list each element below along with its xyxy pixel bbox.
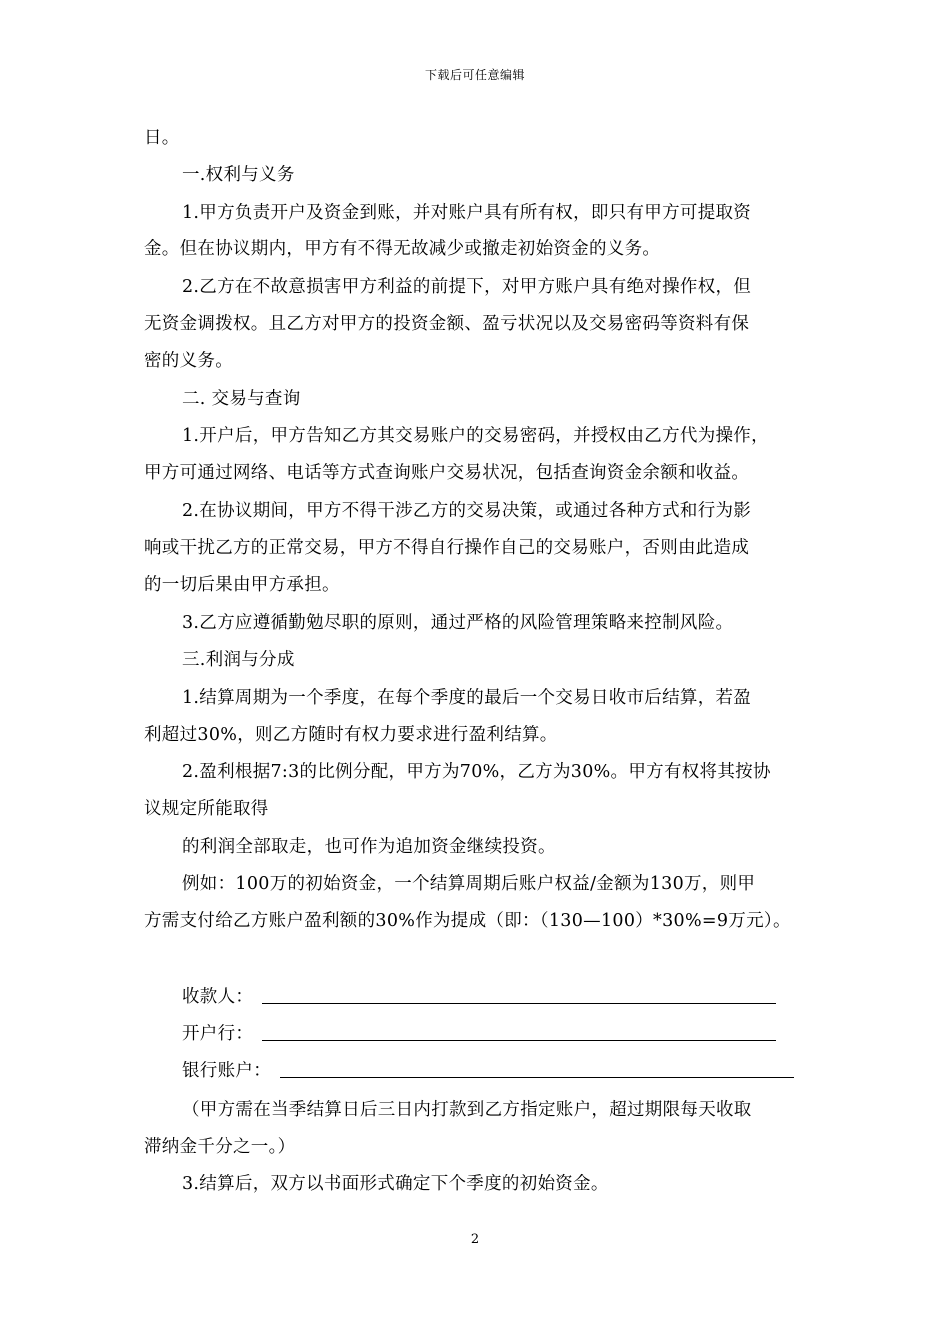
text-line: 金。但在协议期内，甲方有不得无故减少或撤走初始资金的义务。	[144, 239, 661, 259]
account-blank-line	[280, 1077, 794, 1078]
account-label: 银行账户：	[182, 1061, 271, 1081]
text-line: 方需支付给乙方账户盈利额的30%作为提成（即：（130—100）*30%=9万元）。	[144, 911, 791, 931]
text-line: 1.开户后，甲方告知乙方其交易账户的交易密码，并授权由乙方代为操作，	[182, 426, 769, 446]
text-line: 1.结算周期为一个季度，在每个季度的最后一个交易日收市后结算，若盈	[182, 688, 752, 708]
text-line: 滞纳金千分之一。）	[144, 1137, 296, 1157]
bank-blank-line	[262, 1040, 776, 1041]
text-line: 3.结算后，双方以书面形式确定下个季度的初始资金。	[182, 1174, 609, 1194]
section-heading: 一.权利与义务	[182, 165, 295, 185]
text-line: 2.乙方在不故意损害甲方利益的前提下，对甲方账户具有绝对操作权，但	[182, 277, 752, 297]
text-line: 2.在协议期间，甲方不得干涉乙方的交易决策，或通过各种方式和行为影	[182, 501, 752, 521]
page-number: 2	[470, 1232, 480, 1247]
text-line: 的一切后果由甲方承担。	[144, 575, 340, 595]
text-line: 无资金调拨权。且乙方对甲方的投资金额、盈亏状况以及交易密码等资料有保	[144, 314, 750, 334]
text-line: 2.盈利根据7:3的比例分配，甲方为70%，乙方为30%。甲方有权将其按协	[182, 762, 771, 782]
text-line: 甲方可通过网络、电话等方式查询账户交易状况，包括查询资金余额和收益。	[144, 463, 750, 483]
bank-label: 开户行：	[182, 1024, 254, 1044]
text-line: （甲方需在当季结算日后三日内打款到乙方指定账户，超过期限每天收取	[182, 1100, 752, 1120]
text-line: 密的义务。	[144, 351, 233, 371]
section-heading: 二. 交易与查询	[182, 389, 301, 409]
page-header: 下载后可任意编辑	[424, 68, 525, 82]
text-line: 响或干扰乙方的正常交易，甲方不得自行操作自己的交易账户，否则由此造成	[144, 538, 750, 558]
payee-blank-line	[262, 1003, 776, 1004]
text-line: 议规定所能取得	[144, 799, 269, 819]
text-line: 利超过30%，则乙方随时有权力要求进行盈利结算。	[144, 725, 558, 745]
text-line: 的利润全部取走，也可作为追加资金继续投资。	[182, 837, 556, 857]
section-heading: 三.利润与分成	[182, 650, 295, 670]
payee-label: 收款人：	[182, 987, 254, 1007]
text-line: 日。	[144, 128, 180, 148]
text-line: 3.乙方应遵循勤勉尽职的原则，通过严格的风险管理策略来控制风险。	[182, 613, 734, 633]
text-line: 例如：100万的初始资金，一个结算周期后账户权益/金额为130万，则甲	[182, 874, 756, 894]
text-line: 1.甲方负责开户及资金到账，并对账户具有所有权，即只有甲方可提取资	[182, 203, 752, 223]
